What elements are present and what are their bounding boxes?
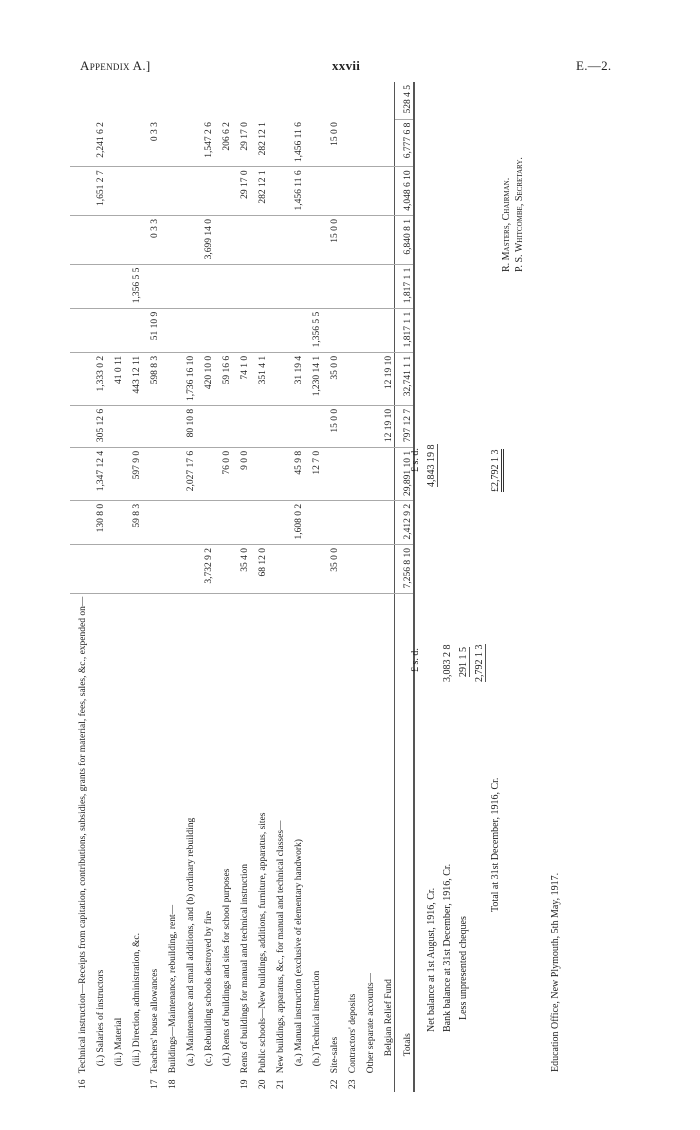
cell-value [268,119,286,167]
total-cell: 1,817 1 1 [395,264,415,308]
cell-value [232,308,250,352]
cell-value: 74 1 0 [232,352,250,405]
cell-value [178,500,196,544]
cell-value [304,264,322,308]
row-number [88,1076,106,1092]
cell-value [376,216,395,265]
net-balance-label: Net balance at 1st August, 1916, Cr. [426,887,437,1032]
row-number [358,1076,376,1092]
cell-value [376,500,395,544]
row-label: (a.) Manual instruction (exclusive of elementary handwork) [294,839,304,1067]
cell-value [106,308,124,352]
row-number [286,1076,304,1092]
cell-value: 443 12 11 [124,352,142,405]
cell-value [160,308,178,352]
cell-value: 1,608 0 2 [286,500,304,544]
cell-value [160,119,178,167]
cell-value [268,352,286,405]
cell-value: 12 19 10 [376,352,395,405]
total-cell: 6,777 6 8 [395,119,415,167]
bank-balance-label: Bank balance at 31st December, 1916, Cr. [442,863,453,1032]
cell-value [70,447,88,500]
cell-value: 12 19 10 [376,405,395,447]
cell-value [160,216,178,265]
totals-spacer [395,1076,415,1092]
row-label: (i.) Salaries of instructors [96,969,106,1067]
unpresented-label: Less unpresented cheques [458,916,469,1020]
total-value: £2,792 1 3 [490,450,504,493]
cell-value [124,167,142,216]
cell-value [340,167,358,216]
cell-value [286,308,304,352]
cell-value [340,119,358,167]
cell-value: 15 0 0 [322,216,340,265]
cell-value: 0 3 3 [142,119,160,167]
cell-value [304,405,322,447]
cell-value [250,216,268,265]
row-number [376,1076,395,1092]
cell-value [340,447,358,500]
total-cell-last: 528 4 5 [395,82,415,119]
rotated-accounts-page [70,82,590,1092]
signature-secretary: P. S. Whitcombe, Secretary. [514,157,525,272]
cell-value [70,167,88,216]
cell-value [88,308,106,352]
cell-value [340,405,358,447]
total-cell: 2,412 9 2 [395,500,415,544]
row-number: 20 [258,1079,268,1089]
cell-value [358,447,376,500]
cell-value [178,264,196,308]
cell-value [268,545,286,594]
cell-value [70,216,88,265]
header-document-code: E.—2. [576,58,612,73]
table-row [304,82,322,1092]
cell-value: 35 4 0 [232,545,250,594]
cell-value: 1,356 5 5 [304,308,322,352]
row-number [196,1076,214,1092]
cell-value: 3,699 14 0 [196,216,214,265]
row-label: Public schools—New buildings, additions, furniture, apparatus, sites [258,812,268,1074]
cell-value [178,545,196,594]
table-row [286,82,304,1092]
row-number [178,1076,196,1092]
cell-value [88,545,106,594]
cell-value [304,119,322,167]
cell-value [196,167,214,216]
cell-value [214,405,232,447]
cell-value [160,264,178,308]
cell-value: 420 10 0 [196,352,214,405]
row-label: Site-sales [330,1036,340,1074]
cell-value [358,167,376,216]
cell-value [160,500,178,544]
cell-value [250,264,268,308]
cell-value [124,308,142,352]
cell-value: 15 0 0 [322,119,340,167]
row-label: (d.) Rents of buildings and sites for school purposes [222,868,232,1067]
row-label: (ii.) Material [114,1017,124,1067]
row-number [304,1076,322,1092]
cell-value [70,405,88,447]
cell-value [142,545,160,594]
cell-value: 1,547 2 6 [196,119,214,167]
subtotal-value: 2,792 1 3 [474,644,485,682]
cell-value [124,216,142,265]
cell-value [358,500,376,544]
cell-value: 29 17 0 [232,167,250,216]
total-cell: 29,891 10 1 [395,447,415,500]
cell-value: 1,651 2 7 [88,167,106,216]
cell-value: 45 9 8 [286,447,304,500]
table-row [142,82,160,1092]
cell-value [70,352,88,405]
row-label: New buildings, apparatus, &c., for manual and technical classes— [276,820,286,1074]
cell-value [142,167,160,216]
table-row [196,82,214,1092]
cell-value [124,545,142,594]
cell-value: 597 9 0 [124,447,142,500]
cell-value: 1,230 14 1 [304,352,322,405]
cell-value [214,308,232,352]
cell-value [376,545,395,594]
table-row [376,82,395,1092]
cell-value [268,167,286,216]
cell-value [322,500,340,544]
table-row [340,82,358,1092]
cell-value [340,264,358,308]
cell-value: 0 3 3 [142,216,160,265]
cell-value: 51 10 9 [142,308,160,352]
cell-value [142,264,160,308]
cell-value [70,119,88,167]
cell-value: 206 6 2 [214,119,232,167]
unpresented-value: 291 1 5 [458,647,469,677]
cell-value [268,500,286,544]
cell-value [358,119,376,167]
cell-value [340,352,358,405]
cell-value [268,216,286,265]
cell-value [340,308,358,352]
row-number: 22 [330,1079,340,1089]
cell-value: 305 12 6 [88,405,106,447]
total-cell: 797 12 7 [395,405,415,447]
cell-value [124,405,142,447]
header-appendix: Appendix A.] [80,58,151,73]
cell-value [358,545,376,594]
cell-value: 41 0 11 [106,352,124,405]
cell-value [70,500,88,544]
total-cell: 1,817 1 1 [395,308,415,352]
bank-balance-value: 3,083 2 8 [442,644,453,682]
balance-summary [410,332,506,1032]
row-label: (b.) Technical instruction [312,970,322,1067]
cell-value: 80 10 8 [178,405,196,447]
cell-value [142,500,160,544]
row-number: 19 [240,1079,250,1089]
cell-value [160,545,178,594]
cell-value [268,447,286,500]
cell-value [322,167,340,216]
row-number [124,1076,142,1092]
cell-value [232,405,250,447]
row-label: (a.) Maintenance and small additions, and (b) ordinary rebuilding [186,817,196,1067]
cell-value [178,167,196,216]
row-label: (iii.) Direction, administration, &c. [132,932,142,1067]
cell-value [196,264,214,308]
cell-value: 1,356 5 5 [124,264,142,308]
cell-value: 351 4 1 [250,352,268,405]
total-cell: 4,048 6 10 [395,167,415,216]
cell-value: 31 19 4 [286,352,304,405]
total-cell: 7,256 8 10 [395,545,415,594]
cell-value [70,308,88,352]
cell-value [70,545,88,594]
total-label: Total at 31st December, 1916, Cr. [490,777,501,912]
cell-value [106,447,124,500]
cell-value [196,308,214,352]
cell-value [268,405,286,447]
cell-value [214,167,232,216]
cell-value [196,405,214,447]
cell-value [160,447,178,500]
cell-value [214,545,232,594]
cell-value [106,264,124,308]
cell-value [322,308,340,352]
table-row [160,82,178,1092]
cell-value [214,216,232,265]
cell-value [106,500,124,544]
cell-value [286,216,304,265]
cell-value: 59 16 6 [214,352,232,405]
cell-value [340,500,358,544]
cell-value: 68 12 0 [250,545,268,594]
row-label: Other separate accounts— [366,972,376,1074]
header-page-number: xxvii [332,58,361,73]
cell-value [88,216,106,265]
cell-value [160,352,178,405]
footer-place-date: Education Office, New Plymouth, 5th May, 1917. [550,872,561,1072]
cell-value [376,447,395,500]
unit-header-mid: £ s. d. [410,648,421,672]
row-label: Belgian Relief Fund [384,979,394,1057]
cell-value [358,216,376,265]
cell-value [214,264,232,308]
cell-value [196,500,214,544]
row-label: Rents of buildings for manual and technical instruction [240,864,250,1074]
row-label: Buildings—Maintenance, rebuilding, rent— [168,904,178,1074]
cell-value [106,119,124,167]
table-row [322,82,340,1092]
table-row [214,82,232,1092]
cell-value [178,308,196,352]
cell-value: 130 8 0 [88,500,106,544]
cell-value [358,352,376,405]
net-balance-value: 4,843 19 8 [426,444,437,487]
table-row [124,82,142,1092]
total-cell: 6,840 8 1 [395,216,415,265]
cell-value [106,405,124,447]
cell-value: 76 0 0 [214,447,232,500]
totals-label: Totals [395,593,415,1076]
cell-value [178,216,196,265]
row-number: 18 [168,1079,178,1089]
cell-value [232,264,250,308]
cell-value: 2,241 6 2 [88,119,106,167]
cell-value [196,447,214,500]
cell-value [358,405,376,447]
cell-value: 35 0 0 [322,352,340,405]
cell-value [322,447,340,500]
cell-value [376,119,395,167]
row-label: Teachers' house allowances [150,968,160,1074]
cell-value [358,264,376,308]
cell-value: 1,456 11 6 [286,167,304,216]
cell-value: 29 17 0 [232,119,250,167]
table-row [178,82,196,1092]
cell-value [358,308,376,352]
cell-value [304,545,322,594]
cell-value [160,405,178,447]
cell-value [70,264,88,308]
cell-value [304,216,322,265]
cell-value [340,545,358,594]
cell-value [250,500,268,544]
cell-value: 1,456 11 6 [286,119,304,167]
cell-value [250,405,268,447]
cell-value: 12 7 0 [304,447,322,500]
table-row [250,82,268,1092]
table-row [232,82,250,1092]
table-row [268,82,286,1092]
cell-value [376,264,395,308]
cell-value [124,119,142,167]
cell-value: 59 8 3 [124,500,142,544]
row-number [214,1076,232,1092]
cell-value [142,405,160,447]
cell-value: 282 12 1 [250,119,268,167]
cell-value [214,500,232,544]
row-label: Contractors' deposits [348,993,358,1074]
cell-value [268,264,286,308]
cell-value: 1,347 12 4 [88,447,106,500]
cell-value [142,447,160,500]
signatures [500,157,526,272]
row-number: 16 [78,1079,88,1089]
cell-value [250,447,268,500]
cell-value [340,216,358,265]
total-cell: 32,741 1 1 [395,352,415,405]
row-number [106,1076,124,1092]
cell-value [304,500,322,544]
cell-value [322,264,340,308]
cell-value: 598 8 3 [142,352,160,405]
row-number: 21 [276,1079,286,1089]
row-label: Technical instruction—Receipts from capitation, contributions, subsidies, grants for material, fees, sales, &c., expended on— [78,596,88,1074]
table-row [358,82,376,1092]
table-row [70,82,88,1092]
cell-value [304,167,322,216]
cell-value [232,216,250,265]
cell-value [160,167,178,216]
row-number: 17 [150,1079,160,1089]
cell-value [376,308,395,352]
cell-value [106,216,124,265]
table-row [88,82,106,1092]
cell-value [106,167,124,216]
accounts-table [70,82,415,1092]
cell-value [286,405,304,447]
cell-value: 15 0 0 [322,405,340,447]
unit-header-right: £ s. d. [410,448,421,472]
cell-value: 9 0 0 [232,447,250,500]
cell-value [178,119,196,167]
cell-value [286,545,304,594]
cell-value: 282 12 1 [250,167,268,216]
cell-value: 1,333 0 2 [88,352,106,405]
cell-value [268,308,286,352]
signature-chairman: R. Masters, Chairman. [501,177,512,272]
cell-value: 1,736 16 10 [178,352,196,405]
cell-value: 3,732 9 2 [196,545,214,594]
table-row [106,82,124,1092]
cell-value [376,167,395,216]
cell-value [286,264,304,308]
row-number: 23 [348,1079,358,1089]
cell-value: 2,027 17 6 [178,447,196,500]
row-label: (c.) Rebuilding schools destroyed by fire [204,911,214,1067]
cell-value: 35 0 0 [322,545,340,594]
cell-value [88,264,106,308]
cell-value [250,308,268,352]
cell-value [232,500,250,544]
cell-value [106,545,124,594]
